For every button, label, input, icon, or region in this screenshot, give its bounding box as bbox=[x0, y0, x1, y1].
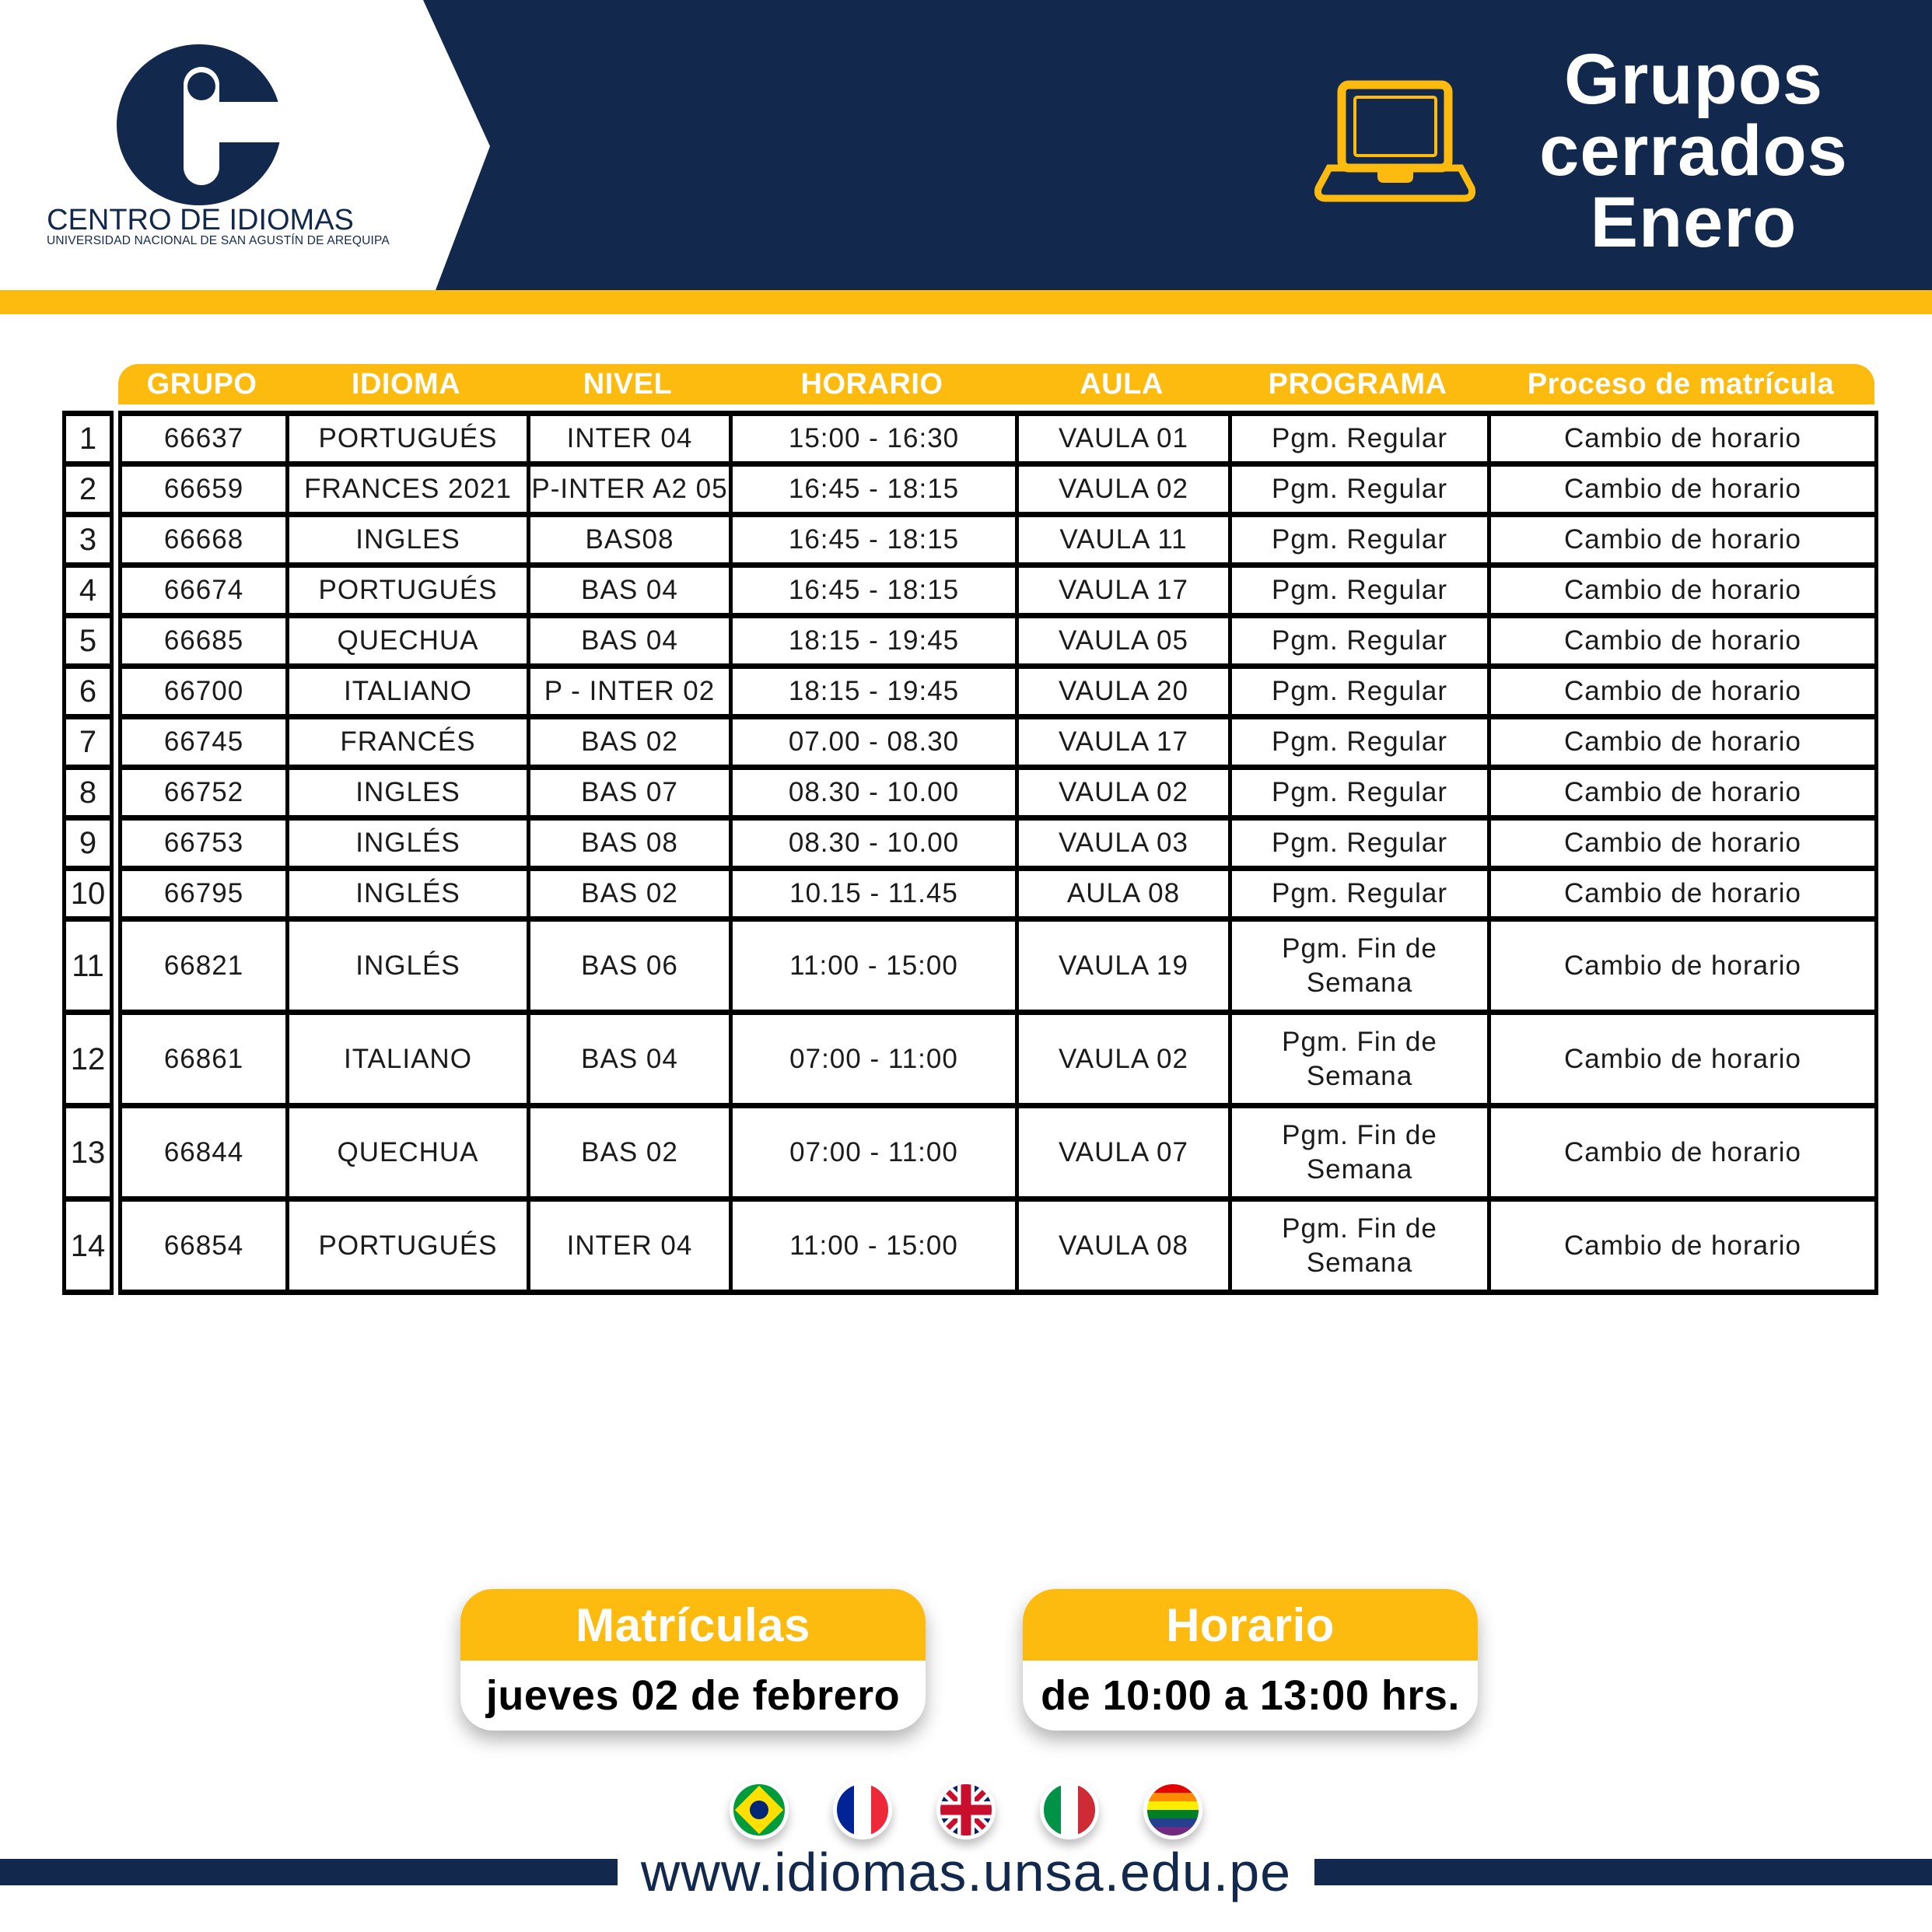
cell-programa: Pgm. Fin de Semana bbox=[1230, 1013, 1489, 1106]
cell-proceso: Cambio de horario bbox=[1489, 565, 1877, 616]
row-number: 13 bbox=[65, 1106, 112, 1199]
table-row bbox=[121, 667, 1877, 717]
cell-nivel: BAS 02 bbox=[529, 869, 731, 919]
table-row bbox=[121, 464, 1877, 515]
yellow-divider-band bbox=[0, 290, 1932, 314]
row-number: 3 bbox=[65, 515, 112, 565]
cell-grupo: 66745 bbox=[121, 717, 288, 768]
cell-nivel: BAS 02 bbox=[529, 1106, 731, 1199]
table-row bbox=[121, 1106, 1877, 1199]
cell-programa: Pgm. Regular bbox=[1230, 464, 1489, 515]
cell-programa: Pgm. Regular bbox=[1230, 414, 1489, 464]
column-header-programa: PROGRAMA bbox=[1268, 367, 1447, 401]
cell-grupo: 66861 bbox=[121, 1013, 288, 1106]
cell-aula: VAULA 05 bbox=[1017, 616, 1230, 667]
cell-proceso: Cambio de horario bbox=[1489, 1013, 1877, 1106]
cell-programa: Pgm. Regular bbox=[1230, 515, 1489, 565]
row-number: 9 bbox=[65, 818, 112, 869]
matriculas-card bbox=[460, 1589, 926, 1731]
cell-proceso: Cambio de horario bbox=[1489, 818, 1877, 869]
cell-horario: 08.30 - 10.00 bbox=[731, 818, 1017, 869]
column-header-nivel: NIVEL bbox=[583, 367, 673, 401]
row-number: 6 bbox=[65, 667, 112, 717]
table-row bbox=[121, 768, 1877, 818]
cell-grupo: 66752 bbox=[121, 768, 288, 818]
table-row bbox=[121, 616, 1877, 667]
cell-programa: Pgm. Regular bbox=[1230, 869, 1489, 919]
cell-horario: 07:00 - 11:00 bbox=[731, 1013, 1017, 1106]
table-row bbox=[121, 818, 1877, 869]
cell-proceso: Cambio de horario bbox=[1489, 464, 1877, 515]
page-title-line3: Enero bbox=[1590, 183, 1797, 262]
pride-flag-icon bbox=[1143, 1780, 1202, 1839]
cell-grupo: 66659 bbox=[121, 464, 288, 515]
cell-idioma: INGLES bbox=[288, 768, 529, 818]
cell-grupo: 66700 bbox=[121, 667, 288, 717]
cell-aula: VAULA 01 bbox=[1017, 414, 1230, 464]
cell-aula: VAULA 20 bbox=[1017, 667, 1230, 717]
cell-idioma: PORTUGUÉS bbox=[288, 565, 529, 616]
cell-nivel: BAS 08 bbox=[529, 818, 731, 869]
logo-title: CENTRO DE IDIOMAS bbox=[47, 204, 354, 236]
footer-right-bar bbox=[1314, 1859, 1932, 1885]
cell-grupo: 66844 bbox=[121, 1106, 288, 1199]
cell-proceso: Cambio de horario bbox=[1489, 1199, 1877, 1293]
table-row bbox=[121, 414, 1877, 464]
cell-proceso: Cambio de horario bbox=[1489, 616, 1877, 667]
cell-horario: 07.00 - 08.30 bbox=[731, 717, 1017, 768]
cell-aula: VAULA 17 bbox=[1017, 717, 1230, 768]
column-header-aula: AULA bbox=[1080, 367, 1164, 401]
column-header-idioma: IDIOMA bbox=[351, 367, 461, 401]
cell-proceso: Cambio de horario bbox=[1489, 1106, 1877, 1199]
cell-nivel: BAS08 bbox=[529, 515, 731, 565]
cell-horario: 08.30 - 10.00 bbox=[731, 768, 1017, 818]
cell-grupo: 66795 bbox=[121, 869, 288, 919]
row-number: 5 bbox=[65, 616, 112, 667]
row-number: 7 bbox=[65, 717, 112, 768]
table-row bbox=[121, 565, 1877, 616]
cell-grupo: 66674 bbox=[121, 565, 288, 616]
cell-horario: 18:15 - 19:45 bbox=[731, 616, 1017, 667]
language-flags-row bbox=[0, 1780, 1932, 1839]
france-flag-icon bbox=[833, 1780, 892, 1839]
cell-proceso: Cambio de horario bbox=[1489, 667, 1877, 717]
table-row bbox=[121, 1199, 1877, 1293]
table-row bbox=[121, 515, 1877, 565]
cell-nivel: BAS 07 bbox=[529, 768, 731, 818]
cell-idioma: QUECHUA bbox=[288, 616, 529, 667]
table-row bbox=[121, 869, 1877, 919]
brazil-flag-icon bbox=[730, 1780, 789, 1839]
row-number: 11 bbox=[65, 919, 112, 1013]
cell-aula: VAULA 03 bbox=[1017, 818, 1230, 869]
cell-horario: 16:45 - 18:15 bbox=[731, 515, 1017, 565]
table-row bbox=[121, 1013, 1877, 1106]
cell-idioma: INGLÉS bbox=[288, 919, 529, 1013]
row-number: 4 bbox=[65, 565, 112, 616]
cell-aula: VAULA 19 bbox=[1017, 919, 1230, 1013]
cell-idioma: FRANCÉS bbox=[288, 717, 529, 768]
cell-horario: 15:00 - 16:30 bbox=[731, 414, 1017, 464]
cell-aula: VAULA 02 bbox=[1017, 768, 1230, 818]
groups-table bbox=[118, 411, 1878, 1295]
page-title-line2: cerrados bbox=[1539, 111, 1848, 191]
cell-proceso: Cambio de horario bbox=[1489, 414, 1877, 464]
row-number: 12 bbox=[65, 1013, 112, 1106]
cell-idioma: QUECHUA bbox=[288, 1106, 529, 1199]
footer-left-bar bbox=[0, 1859, 618, 1885]
logo-c-opening-shape bbox=[208, 102, 288, 142]
cell-programa: Pgm. Regular bbox=[1230, 616, 1489, 667]
laptop-icon bbox=[1314, 80, 1475, 203]
row-number: 2 bbox=[65, 464, 112, 515]
cell-aula: VAULA 08 bbox=[1017, 1199, 1230, 1293]
cell-grupo: 66668 bbox=[121, 515, 288, 565]
cell-proceso: Cambio de horario bbox=[1489, 768, 1877, 818]
horario-card bbox=[1023, 1589, 1478, 1731]
cell-idioma: INGLÉS bbox=[288, 869, 529, 919]
page-title bbox=[1505, 40, 1882, 262]
cell-aula: AULA 08 bbox=[1017, 869, 1230, 919]
uk-flag-icon bbox=[936, 1780, 996, 1839]
brazil-flag-globe bbox=[750, 1801, 768, 1819]
cell-idioma: INGLES bbox=[288, 515, 529, 565]
cell-idioma: ITALIANO bbox=[288, 667, 529, 717]
website-url[interactable]: www.idiomas.unsa.edu.pe bbox=[640, 1842, 1292, 1902]
footer bbox=[0, 1842, 1932, 1902]
cell-horario: 16:45 - 18:15 bbox=[731, 464, 1017, 515]
cell-nivel: BAS 06 bbox=[529, 919, 731, 1013]
cell-idioma: ITALIANO bbox=[288, 1013, 529, 1106]
cell-programa: Pgm. Fin de Semana bbox=[1230, 1106, 1489, 1199]
cell-nivel: P - INTER 02 bbox=[529, 667, 731, 717]
cell-nivel: BAS 04 bbox=[529, 565, 731, 616]
cell-programa: Pgm. Fin de Semana bbox=[1230, 1199, 1489, 1293]
cell-programa: Pgm. Regular bbox=[1230, 717, 1489, 768]
horario-card-title: Horario bbox=[1023, 1589, 1478, 1661]
cell-grupo: 66753 bbox=[121, 818, 288, 869]
cell-programa: Pgm. Regular bbox=[1230, 768, 1489, 818]
cell-aula: VAULA 02 bbox=[1017, 464, 1230, 515]
cell-idioma: FRANCES 2021 bbox=[288, 464, 529, 515]
row-number: 8 bbox=[65, 768, 112, 818]
cell-proceso: Cambio de horario bbox=[1489, 717, 1877, 768]
cell-horario: 11:00 - 15:00 bbox=[731, 1199, 1017, 1293]
cell-nivel: INTER 04 bbox=[529, 1199, 731, 1293]
column-header-proceso-de-matr-cula: Proceso de matrícula bbox=[1527, 367, 1835, 401]
row-number: 1 bbox=[65, 414, 112, 464]
cell-grupo: 66685 bbox=[121, 616, 288, 667]
matriculas-card-title: Matrículas bbox=[460, 1589, 926, 1661]
cell-horario: 07:00 - 11:00 bbox=[731, 1106, 1017, 1199]
cell-nivel: BAS 02 bbox=[529, 717, 731, 768]
cell-programa: Pgm. Regular bbox=[1230, 667, 1489, 717]
logo-dot-shape bbox=[187, 72, 215, 100]
cell-aula: VAULA 07 bbox=[1017, 1106, 1230, 1199]
table-row bbox=[121, 919, 1877, 1013]
cell-horario: 18:15 - 19:45 bbox=[731, 667, 1017, 717]
cell-programa: Pgm. Regular bbox=[1230, 565, 1489, 616]
italy-flag-icon bbox=[1040, 1780, 1099, 1839]
column-header-grupo: GRUPO bbox=[146, 367, 257, 401]
cell-nivel: BAS 04 bbox=[529, 1013, 731, 1106]
horario-card-value: de 10:00 a 13:00 hrs. bbox=[1041, 1672, 1460, 1719]
cell-grupo: 66637 bbox=[121, 414, 288, 464]
cell-programa: Pgm. Regular bbox=[1230, 818, 1489, 869]
cell-idioma: PORTUGUÉS bbox=[288, 414, 529, 464]
column-header-horario: HORARIO bbox=[800, 367, 943, 401]
cell-proceso: Cambio de horario bbox=[1489, 869, 1877, 919]
cell-idioma: PORTUGUÉS bbox=[288, 1199, 529, 1293]
page-title-line1: Grupos bbox=[1563, 40, 1824, 119]
cell-proceso: Cambio de horario bbox=[1489, 515, 1877, 565]
cell-idioma: INGLÉS bbox=[288, 818, 529, 869]
matriculas-card-value: jueves 02 de febrero bbox=[485, 1672, 901, 1719]
table-header bbox=[118, 364, 1874, 404]
cell-horario: 10.15 - 11.45 bbox=[731, 869, 1017, 919]
cell-nivel: BAS 04 bbox=[529, 616, 731, 667]
cell-aula: VAULA 11 bbox=[1017, 515, 1230, 565]
cell-aula: VAULA 17 bbox=[1017, 565, 1230, 616]
cell-nivel: INTER 04 bbox=[529, 414, 731, 464]
table-row bbox=[121, 717, 1877, 768]
cell-proceso: Cambio de horario bbox=[1489, 919, 1877, 1013]
cell-grupo: 66854 bbox=[121, 1199, 288, 1293]
cell-grupo: 66821 bbox=[121, 919, 288, 1013]
logo-subtitle: UNIVERSIDAD NACIONAL DE SAN AGUSTÍN DE AREQUIPA bbox=[47, 234, 390, 247]
cell-horario: 11:00 - 15:00 bbox=[731, 919, 1017, 1013]
cell-horario: 16:45 - 18:15 bbox=[731, 565, 1017, 616]
cell-programa: Pgm. Fin de Semana bbox=[1230, 919, 1489, 1013]
row-number-column bbox=[62, 411, 114, 1295]
row-number: 14 bbox=[65, 1199, 112, 1293]
cell-aula: VAULA 02 bbox=[1017, 1013, 1230, 1106]
row-number: 10 bbox=[65, 869, 112, 919]
cell-nivel: P-INTER A2 05 bbox=[529, 464, 731, 515]
